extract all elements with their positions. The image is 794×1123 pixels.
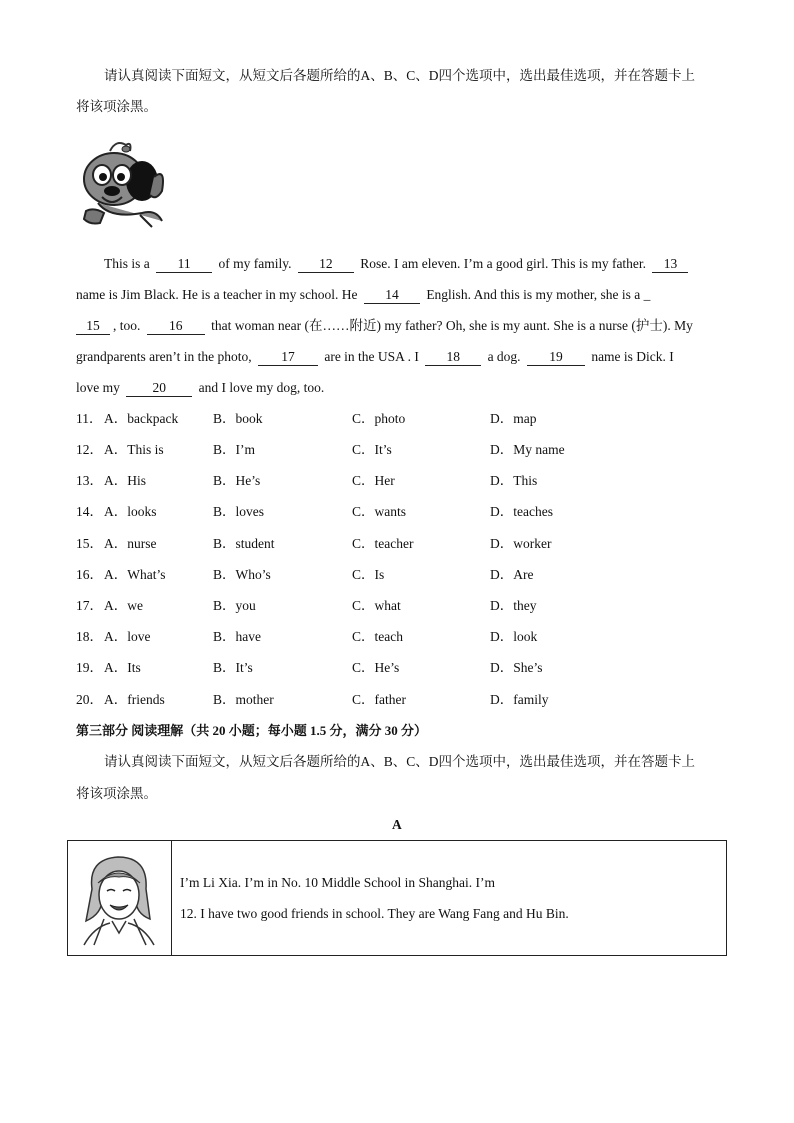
option-b[interactable]: B．you: [213, 598, 256, 613]
instruction-line-4: 将该项涂黑。: [76, 786, 157, 801]
blank-18: 18: [425, 348, 481, 366]
instruction-line-2: 将该项涂黑。: [76, 99, 157, 114]
option-d[interactable]: D．She’s: [490, 660, 543, 675]
instruction-line-3: 请认真阅读下面短文，从短文后各题所给的A、B、C、D四个选项中，选出最佳选项，并在答题卡上: [104, 754, 696, 769]
option-c[interactable]: C．Is: [352, 567, 385, 582]
option-a[interactable]: A．friends: [104, 692, 165, 707]
passage-text: name is Dick. I: [591, 349, 674, 364]
passage-text: a dog.: [487, 349, 521, 364]
option-a[interactable]: A．we: [104, 598, 143, 613]
blank-11: 11: [156, 255, 212, 273]
option-c[interactable]: C．teach: [352, 629, 403, 644]
box-line-1: I’m Li Xia. I’m in No. 10 Middle School in Shanghai. I’m: [180, 875, 495, 890]
passage-line-5: [76, 378, 324, 398]
option-a[interactable]: A．love: [104, 629, 151, 644]
option-d[interactable]: D．look: [490, 629, 538, 644]
passage-text: love my: [76, 380, 120, 395]
option-a[interactable]: A．What’s: [104, 567, 166, 582]
option-c[interactable]: C．teacher: [352, 536, 414, 551]
passage-text: that woman near (在……附近) my father? Oh, she is my aunt. She is a nurse (护士). My: [211, 318, 693, 333]
passage-text: and I love my dog, too.: [198, 380, 325, 395]
option-b[interactable]: B．book: [213, 411, 263, 426]
question-number: 11．: [76, 411, 103, 426]
option-a[interactable]: A．Its: [104, 660, 141, 675]
option-d[interactable]: D．Are: [490, 567, 534, 582]
option-d[interactable]: D．teaches: [490, 504, 553, 519]
passage-text: _: [643, 287, 651, 302]
passage-text: , too.: [113, 318, 141, 333]
passage-line-3: [76, 316, 693, 336]
question-number: 13．: [76, 473, 103, 488]
option-d[interactable]: D．they: [490, 598, 537, 613]
question-number: 18．: [76, 629, 103, 644]
option-b[interactable]: B．It’s: [213, 660, 253, 675]
option-b[interactable]: B．loves: [213, 504, 265, 519]
blank-12: 12: [298, 255, 354, 273]
option-b[interactable]: B．mother: [213, 692, 274, 707]
passage-line-1: [104, 254, 691, 274]
blank-14: 14: [364, 286, 420, 304]
option-b[interactable]: B．student: [213, 536, 275, 551]
blank-19: 19: [527, 348, 585, 366]
blank-17: 17: [258, 348, 318, 366]
question-number: 17．: [76, 598, 103, 613]
box-divider: [171, 841, 172, 955]
option-a[interactable]: A．This is: [104, 442, 164, 457]
option-d[interactable]: D．My name: [490, 442, 565, 457]
passage-text: are in the USA . I: [324, 349, 419, 364]
option-c[interactable]: C．wants: [352, 504, 406, 519]
option-b[interactable]: B．He’s: [213, 473, 261, 488]
option-b[interactable]: B．I’m: [213, 442, 255, 457]
passage-text: grandparents aren’t in the photo,: [76, 349, 252, 364]
option-a[interactable]: A．backpack: [104, 411, 179, 426]
option-c[interactable]: C．It’s: [352, 442, 392, 457]
question-number: 20．: [76, 692, 103, 707]
question-number: 19．: [76, 660, 103, 675]
question-number: 15．: [76, 536, 103, 551]
blank-16: 16: [147, 317, 205, 335]
blank-20: 20: [126, 379, 192, 397]
option-d[interactable]: D．map: [490, 411, 537, 426]
passage-text: name is Jim Black. He is a teacher in my school. He: [76, 287, 358, 302]
passage-label: A: [392, 817, 402, 832]
box-line-2: 12. I have two good friends in school. They are Wang Fang and Hu Bin.: [180, 906, 569, 921]
option-a[interactable]: A．nurse: [104, 536, 157, 551]
option-c[interactable]: C．father: [352, 692, 406, 707]
option-d[interactable]: D．family: [490, 692, 549, 707]
option-b[interactable]: B．have: [213, 629, 261, 644]
option-d[interactable]: D．worker: [490, 536, 552, 551]
section-heading: 第三部分 阅读理解（共 20 小题；每小题 1.5 分，满分 30 分）: [76, 723, 428, 738]
instruction-line-1: 请认真阅读下面短文，从短文后各题所给的A、B、C、D四个选项中，选出最佳选项，并在答题卡上: [104, 68, 696, 83]
option-c[interactable]: C．photo: [352, 411, 406, 426]
option-a[interactable]: A．looks: [104, 504, 157, 519]
option-d[interactable]: D．This: [490, 473, 538, 488]
passage-text: of my family.: [218, 256, 292, 271]
passage-line-4: [76, 347, 674, 367]
option-b[interactable]: B．Who’s: [213, 567, 271, 582]
question-number: 16．: [76, 567, 103, 582]
option-a[interactable]: A．His: [104, 473, 147, 488]
passage-text: This is a: [104, 256, 150, 271]
option-c[interactable]: C．He’s: [352, 660, 400, 675]
girl-portrait-illustration: [74, 849, 164, 947]
option-c[interactable]: C．what: [352, 598, 401, 613]
question-number: 14．: [76, 504, 103, 519]
blank-15: 15: [76, 317, 110, 335]
passage-text: Rose. I am eleven. I’m a good girl. This is my father.: [360, 256, 647, 271]
cartoon-dog-illustration: [80, 137, 168, 231]
passage-line-2: [76, 285, 650, 305]
question-number: 12．: [76, 442, 103, 457]
option-c[interactable]: C．Her: [352, 473, 395, 488]
reading-box: [67, 840, 727, 956]
passage-text: English. And this is my mother, she is a: [426, 287, 641, 302]
blank-13: 13: [652, 255, 688, 273]
